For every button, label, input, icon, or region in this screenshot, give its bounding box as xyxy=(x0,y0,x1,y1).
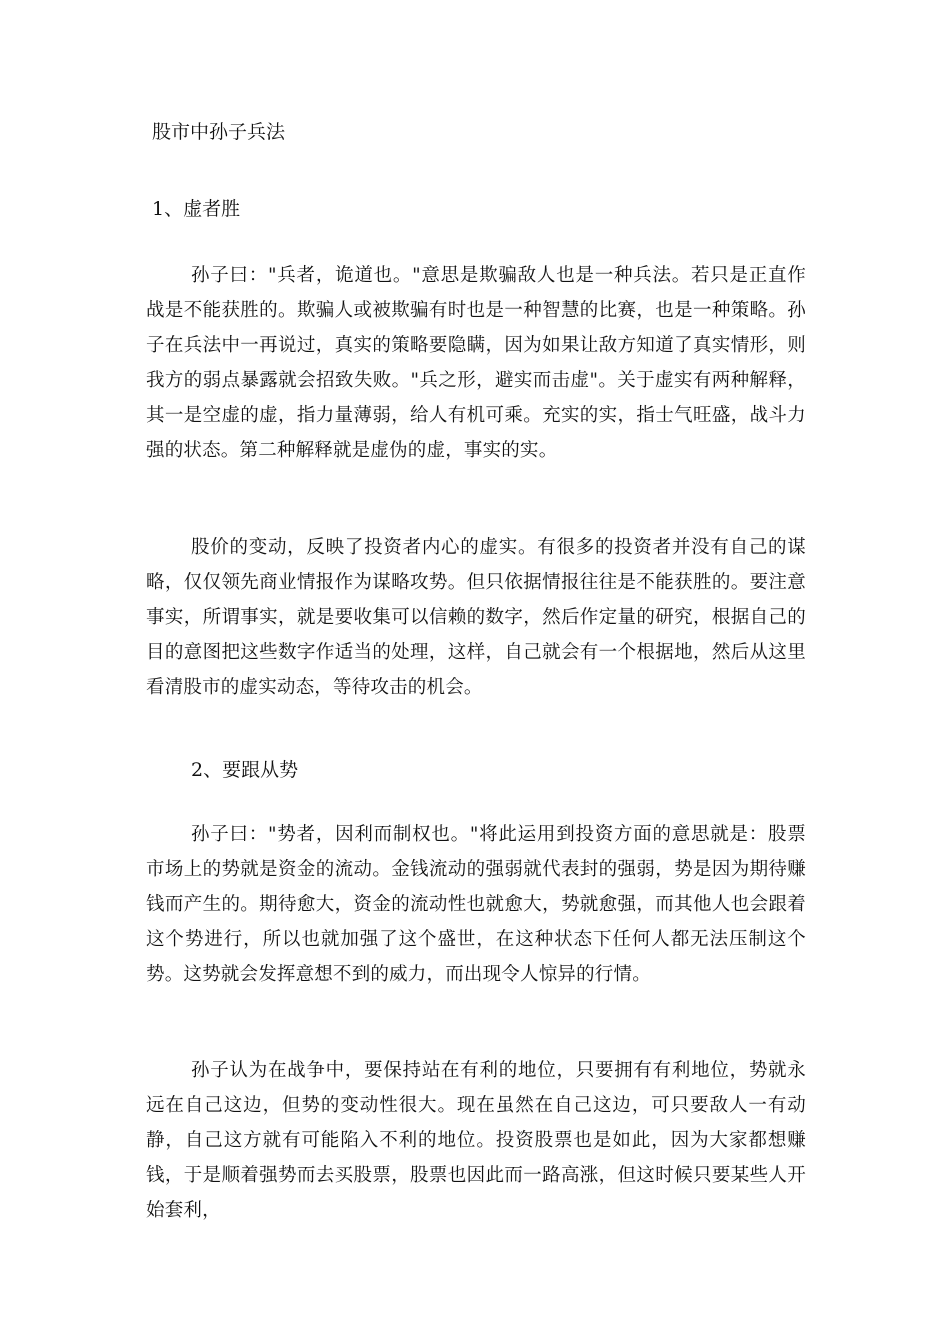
paragraph: 股价的变动，反映了投资者内心的虚实。有很多的投资者并没有自己的谋略，仅仅领先商业情报作为谋略攻势。但只依据情报往往是不能获胜的。要注意事实，所谓事实，就是要收集可以信赖的数字，然后作定量的研究，根据自己的目的意图把这些数字作适当的处理，这样，自己就会有一个根据地，然后从这里看清股市的虚实动态，等待攻击的机会。 xyxy=(146,537,806,698)
section-heading-1: 1、虚者胜 xyxy=(152,198,241,220)
paragraph: 孙子曰："势者，因利而制权也。"将此运用到投资方面的意思就是：股票市场上的势就是资金的流动。金钱流动的强弱就代表封的强弱，势是因为期待赚钱而产生的。期待愈大，资金的流动性也就愈大，势就愈强，而其他人也会跟着这个势进行，所以也就加强了这个盛世，在这种状态下任何人都无法压制这个势。这势就会发挥意想不到的威力，而出现令人惊异的行情。 xyxy=(146,824,806,985)
section-heading-2: 2、要跟从势 xyxy=(191,759,299,781)
paragraph: 孙子认为在战争中，要保持站在有利的地位，只要拥有有利地位，势就永远在自己这边，但势的变动性很大。现在虽然在自己这边，可只要敌人一有动静，自己这方就有可能陷入不利的地位。投资股票也是如此，因为大家都想赚钱，于是顺着强势而去买股票，股票也因此而一路高涨，但这时候只要某些人开始套利， xyxy=(146,1060,806,1221)
paragraph: 孙子曰："兵者，诡道也。"意思是欺骗敌人也是一种兵法。若只是正直作战是不能获胜的。欺骗人或被欺骗有时也是一种智慧的比赛，也是一种策略。孙子在兵法中一再说过，真实的策略要隐瞒，因为如果让敌方知道了真实情形，则我方的弱点暴露就会招致失败。"兵之形，避实而击虚"。关于虚实有两种解释，其一是空虚的虚，指力量薄弱，给人有机可乘。充实的实，指士气旺盛，战斗力强的状态。第二种解释就是虚伪的虚，事实的实。 xyxy=(146,265,806,461)
document-title: 股市中孙子兵法 xyxy=(152,121,286,143)
